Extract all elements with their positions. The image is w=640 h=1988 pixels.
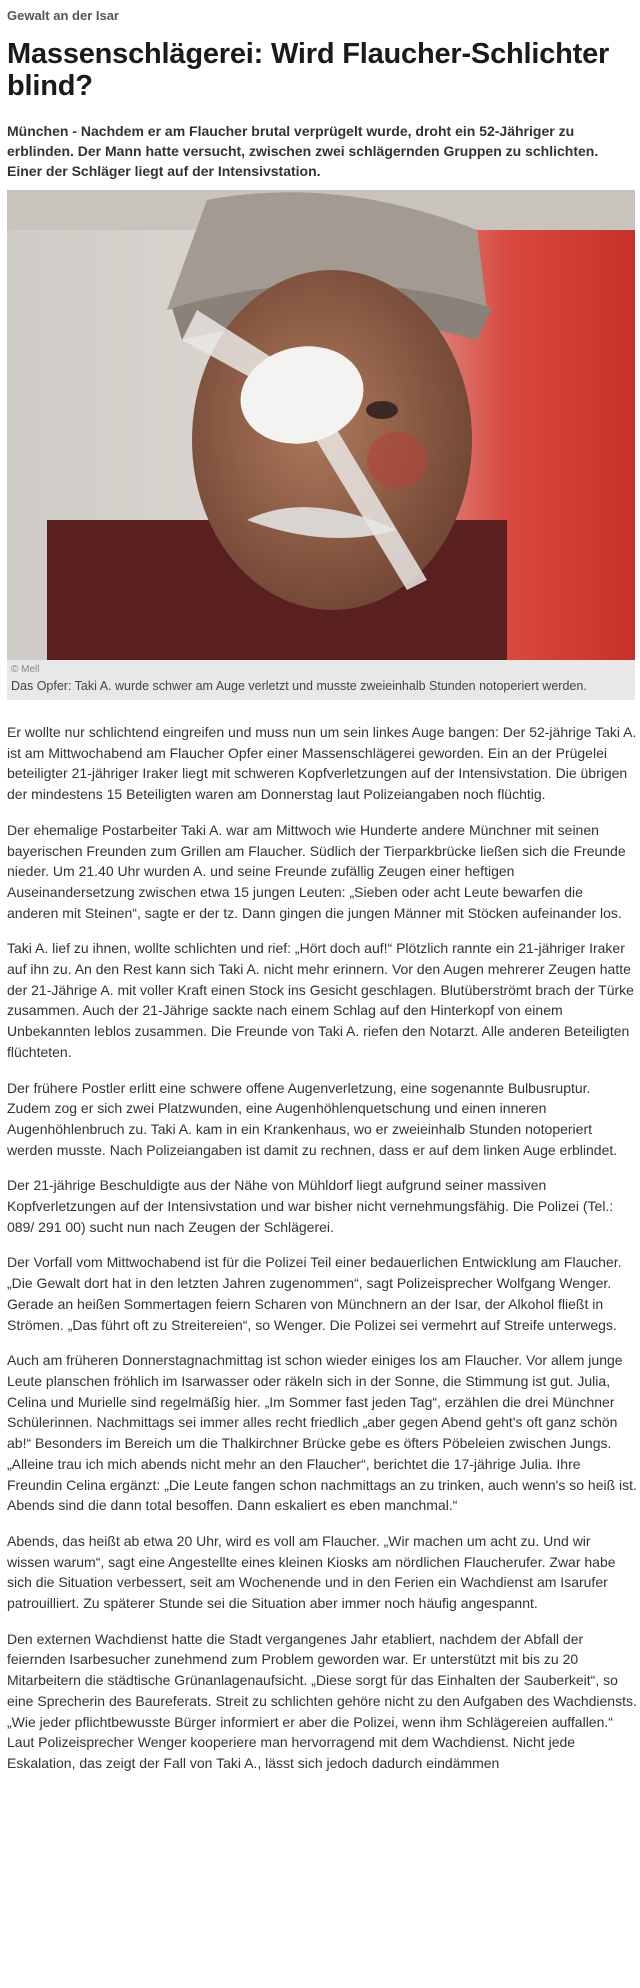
body-paragraph: Der 21-jährige Beschuldigte aus der Nähe von Mühldorf liegt aufgrund seiner massiven Kopfverletzungen auf der Intensivstation und war bisher nicht vernehmungsfähig. Die Polizei (Tel.: 089/ 291 00) sucht nun nach Zeugen der Schlägerei. xyxy=(7,1177,614,1235)
body-paragraph: Den externen Wachdienst hatte die Stadt vergangenes Jahr etabliert, nachdem der Abfall der feiernden Isarbesucher zunehmend zum Problem geworden war. Er unterstützt mit bis zu 20 Mitarbeitern die städtische Grünanlagenaufsicht. „Diese sorgt für das Einhalten der Sauberkeit“, so eine Sprecherin des Baureferats. Streit zu schlichten gehöre nicht zu den Aufgaben des Wachdiensts. „Wie jeder pflichtbewusste Bürger informiert er aber die Polizei, wenn ihm Schlägereien auffallen.“ Laut Polizeisprecher Wenger kooperiere man hervorragend mit dem Wachdienst. Nicht jede Eskalation, das zeigt der Fall von Taki A., lässt sich jedoch dadurch eindämmen xyxy=(7,1630,637,1771)
photo-caption: Das Opfer: Taki A. wurde schwer am Auge verletzt und musste zweieinhalb Stunden notoperiert werden. xyxy=(11,679,587,693)
article-body xyxy=(7,722,637,1774)
article-figure xyxy=(7,190,635,700)
body-paragraph: Der frühere Postler erlitt eine schwere offene Augenverletzung, eine sogenannte Bulbusruptur. Zudem zog er sich zwei Platzwunden, eine Augenhöhlenquetschung und einen inneren Augenhöhlenbruch zu. Taki A. kam in ein Krankenhaus, wo er zweieinhalb Stunden notoperiert werden musste. Nach Polizeiangaben ist damit zu rechnen, dass er auf dem linken Auge erblindet. xyxy=(7,1079,618,1158)
body-paragraph: Er wollte nur schlichtend eingreifen und muss nun um sein linkes Auge bangen: Der 52-jährige Taki A. ist am Mittwochabend am Flaucher Opfer einer Massenschlägerei geworden. Ein an der Prügelei beteiligter 21-jähriger Iraker liegt mit schweren Kopfverletzungen auf der Intensivstation. Die übrigen der mindestens 15 Beteiligten waren am Donnerstag laut Polizeiangaben noch flüchtig. xyxy=(7,724,637,803)
body-paragraph: Der ehemalige Postarbeiter Taki A. war am Mittwoch wie Hunderte andere Münchner mit seinen bayerischen Freunden zum Grillen am Flaucher. Südlich der Tierparkbrücke ließen sich die Freunde nieder. Um 21.40 Uhr wurden A. und seine Freunde zufällig Zeugen einer heftigen Auseinandersetzung zwischen etwa 15 jungen Leuten: „Sieben oder acht Leute bewarfen die anderen mit Steinen“, sagte er der tz. Dann gingen die jungen Männer mit Stöcken aufeinander los. xyxy=(7,821,626,921)
body-paragraph: Auch am früheren Donnerstagnachmittag ist schon wieder einiges los am Flaucher. Vor allem junge Leute planschen fröhlich im Isarwasser oder räkeln sich in der Sonne, die Stimmung ist gut. Julia, Celina und Murielle sind regelmäßig hier. „Im Sommer fast jeden Tag“, erzählen die drei Münchner Schülerinnen. Nachmittags sei immer alles recht friedlich „aber gegen Abend geht's oft ganz schön ab!“ Besonders im Bereich um die Thalkirchner Brücke gebe es öfters Pöbeleien zwischen Jungs. „Alleine trau ich mich abends nicht mehr an den Flaucher“, berichtet die 17-jährige Julia. Ihre Freundin Celina ergänzt: „Die Leute fangen schon nachmittags an zu trinken, auch wenn's so heiß ist. Abends sind die dann total besoffen. Dann eskaliert es eben manchmal.“ xyxy=(7,1352,637,1514)
article-headline: Massenschlägerei: Wird Flaucher-Schlichter blind? xyxy=(7,38,610,102)
body-paragraph: Der Vorfall vom Mittwochabend ist für die Polizei Teil einer bedauerlichen Entwicklung am Flaucher. „Die Gewalt dort hat in den letzten Jahren zugenommen“, sagt Polizeisprecher Wolfgang Wenger. Gerade an heißen Sommertagen feiern Scharen von Münchnern an der Isar, der Alkohol fließt in Strömen. „Das führt oft zu Streitereien“, so Wenger. Die Polizei sei vermehrt auf Streife unterwegs. xyxy=(7,1254,622,1333)
body-paragraph: Taki A. lief zu ihnen, wollte schlichten und rief: „Hört doch auf!“ Plötzlich rannte ein 21-jähriger Iraker auf ihn zu. An den Rest kann sich Taki A. nicht mehr erinnern. Vor den Augen mehrerer Zeugen hatte der 21-Jährige A. mit voller Kraft einen Stock ins Gesicht geschlagen. Blutüberströmt brach der Türke zusammen. Auch der 21-Jährige sackte nach einem Schlag auf den Hinterkopf von einem Unbekannten leblos zusammen. Die Freunde von Taki A. riefen den Notarzt. Alle anderen Beteiligten flüchteten. xyxy=(7,940,634,1060)
article-lead: München - Nachdem er am Flaucher brutal verprügelt wurde, droht ein 52-Jähriger zu erblinden. Der Mann hatte versucht, zwischen zwei schlägernden Gruppen zu schlichten. Einer der Schläger liegt auf der Intensivstation. xyxy=(7,123,599,179)
victim-photo xyxy=(7,190,635,660)
article-kicker: Gewalt an der Isar xyxy=(7,8,119,23)
body-paragraph: Abends, das heißt ab etwa 20 Uhr, wird es voll am Flaucher. „Wir machen um acht zu. Und wir wissen warum“, sagt eine Angestellte eines kleinen Kiosks am nördlichen Flaucherufer. Zwar habe sich die Situation verbessert, seit am Wochenende und in den Ferien ein Wachdienst am Isarufer patrouilliert. Zu späterer Stunde sei die Situation aber immer noch häufig angespannt. xyxy=(7,1532,616,1612)
photo-credit: © Mell xyxy=(11,664,40,675)
article xyxy=(7,0,637,1789)
